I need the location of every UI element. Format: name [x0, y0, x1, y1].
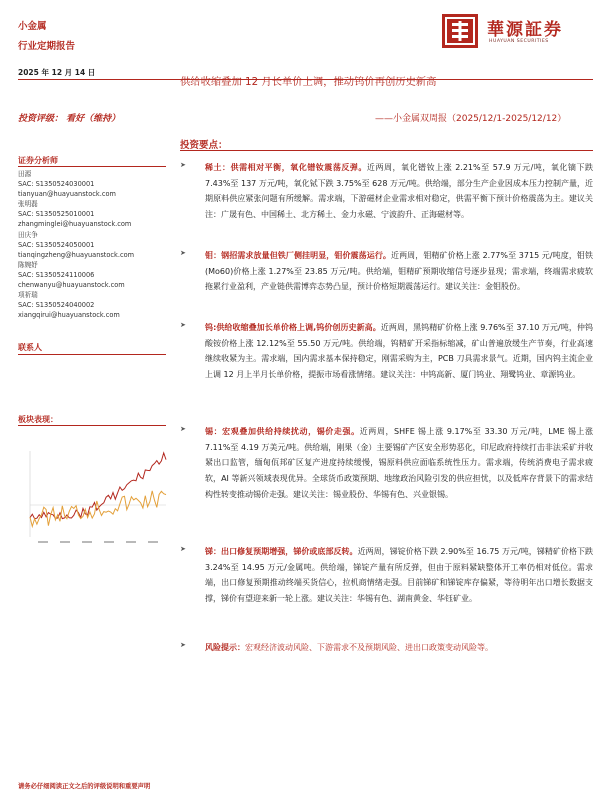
arrow-bullet-icon: ➤: [180, 161, 186, 169]
key-points-title: 投资要点：: [180, 140, 228, 151]
analyst-email[interactable]: tianyuan@huayuanstock.com: [18, 190, 116, 199]
section-text: 近两周，钼精矿价格上涨 2.77%至 3715 元/吨度，钼铁(Mo60)价格上涨 1.27%至 23.85 万元/吨。供给端，钼精矿预期收缩信号逐步显现；需求端，终端需求疲软拖累行业盈利，产业链供需博弈态势凸显，预计价格短期震荡运行。建议关注：金钼股份。: [205, 251, 593, 292]
contact-divider: [18, 354, 166, 355]
report-date: 2025 年 12 月 14 日: [18, 68, 96, 77]
report-headline: 供给收缩叠加 12 月长单价上调，推动钨价再创历史新高: [180, 76, 437, 88]
section-title: 钼：钢招需求放量但铁厂侧挂明显，钼价震荡运行。: [205, 251, 391, 260]
arrow-bullet-icon: ➤: [180, 249, 186, 257]
analyst-sac: SAC: S1350524050001: [18, 240, 95, 249]
section-text: 近两周，黑钨精矿价格上涨 9.76%至 37.10 万元/吨，仲钨酸铵价格上涨 12.12%至 55.50 万元/吨。供给端，钨精矿开采指标缩减，矿山普遍放缓生产节奏，行业高速继续收紧为主。需求端，国内需求基本保持稳定，刚需采购为主，PCB 刀具需求景气。近期，国内钨主流企业上调 12 月上半月长单价格，提振市场看涨情绪。建议关注：中钨高新、厦门钨业、翔鹭钨业、章源钨业。: [205, 323, 593, 380]
chart-tick-label: [82, 541, 92, 543]
logo-en: HUAYUAN SECURITIES: [489, 39, 549, 44]
chart-line-sector: [30, 453, 166, 519]
chart-tick-label: [104, 541, 114, 543]
analyst-email[interactable]: tianqingzheng@huayuanstock.com: [18, 250, 135, 259]
section-title: 锡：宏观叠加供给持续扰动，锡价走强。: [205, 427, 360, 436]
section-text: 近两周，氧化镨钕上涨 2.21%至 57.9 万元/吨，氧化镝下跌 7.43%至 137 万元/吨，氧化铽下跌 3.75%至 628 万元/吨。供给端，部分生产企业因成本压力控制产量，近期原料供应紧张问题有所缓解。需求端，下游磁材企业需求相对稳定，供需平衡下预计价格震荡为主。建议关注：广晟有色、中国稀土、北方稀土、金力永磁、宁波韵升、正海磁材等。: [205, 163, 593, 220]
logo-name: 華源証券: [487, 20, 563, 40]
analyst-email[interactable]: xiangqirui@huayuanstock.com: [18, 311, 120, 320]
report-subtitle: ——小金属双周报（2025/12/1-2025/12/12）: [375, 114, 567, 124]
footer-disclaimer: 请务必仔细阅读正文之后的评级说明和重要声明: [18, 783, 151, 790]
chart-tick-label: [38, 541, 48, 543]
arrow-bullet-icon: ➤: [180, 321, 186, 329]
analyst-name: 田源: [18, 170, 32, 178]
analysts-heading: 证券分析师: [18, 156, 58, 165]
sector-performance-chart: [18, 445, 168, 557]
contact-heading: 联系人: [18, 343, 42, 352]
section-title: 锑：出口修复预期增强，锑价或底部反转。: [205, 547, 358, 556]
investment-rating: 投资评级： 看好（维持）: [18, 114, 121, 124]
doc-type: 小金属: [18, 21, 47, 32]
section-title: 稀土：供需相对平衡，氧化镨钕震荡反弹。: [205, 163, 367, 172]
chart-tick-label: [126, 541, 136, 543]
doc-series: 行业定期报告: [18, 41, 76, 52]
analyst-sac: SAC: S1350524110006: [18, 270, 95, 279]
arrow-bullet-icon: ➤: [180, 641, 186, 649]
chart-tick-label: [148, 541, 158, 543]
company-logo: [441, 13, 593, 53]
arrow-bullet-icon: ➤: [180, 545, 186, 553]
analyst-sac: SAC: S1350525010001: [18, 210, 95, 219]
arrow-bullet-icon: ➤: [180, 425, 186, 433]
chart-divider: [18, 425, 166, 426]
section-text: 近两周，SHFE 锡上涨 9.17%至 33.30 万元/吨，LME 锡上涨 7.11%至 4.19 万美元/吨。供给端，刚果（金）主要锡矿产区安全形势恶化，印尼政府持续打击非法采矿并收紧出口监管，缅甸佤邦矿区复产进度持续缓慢，锡原料供应面临系统性压力。需求端，传统消费电子需求疲软，AI 等新兴领域表现优异。全球货币政策预期、地缘政治风险引发的供应担忧，以及低库存背景下的需求结构性转变推动锡价走强。建议关注：锡业股份、华锡有色、兴业银锡。: [205, 427, 594, 499]
analyst-email[interactable]: chenwanyu@huayuanstock.com: [18, 281, 125, 290]
analyst-sac: SAC: S1350524040002: [18, 301, 95, 310]
analysts-divider: [18, 166, 166, 167]
analyst-name: 陈婉妤: [18, 260, 38, 269]
chart-heading: 板块表现：: [18, 415, 58, 424]
analyst-name: 项祈瑞: [18, 291, 38, 300]
analyst-name: 田庆争: [18, 230, 38, 239]
risk-title: 风险提示：: [205, 643, 245, 652]
analyst-list: [18, 169, 168, 320]
section-text: 近两周，锑锭价格下跌 2.90%至 16.75 万元/吨，锑精矿价格下跌 3.24%至 14.95 万元/金属吨。供给端，锑锭产量有所反弹，但由于原料紧缺整体开工率仍相对低位。需求端，出口修复预期推动终端买货信心，拉机商情绪走强。目前锑矿和锑锭库存偏紧，等待明年出口增长数据支撑，锑价有望迎来新一轮上涨。建议关注：华锡有色、湖南黄金、华钰矿业。: [205, 547, 594, 604]
analyst-name: 张明磊: [18, 200, 38, 209]
chart-axis-ticks: [38, 541, 158, 543]
chart-tick-label: [60, 541, 70, 543]
key-points-divider: [180, 150, 593, 151]
risk-text: 宏观经济波动风险、下游需求不及预期风险、进出口政策变动风险等。: [245, 643, 493, 652]
seal-icon: [441, 13, 479, 49]
section-title: 钨:供给收缩叠加长单价格上调,钨价创历史新高。: [205, 323, 381, 332]
analyst-sac: SAC: S1350524030001: [18, 180, 95, 189]
analyst-email[interactable]: zhangminglei@huayuanstock.com: [18, 220, 132, 229]
